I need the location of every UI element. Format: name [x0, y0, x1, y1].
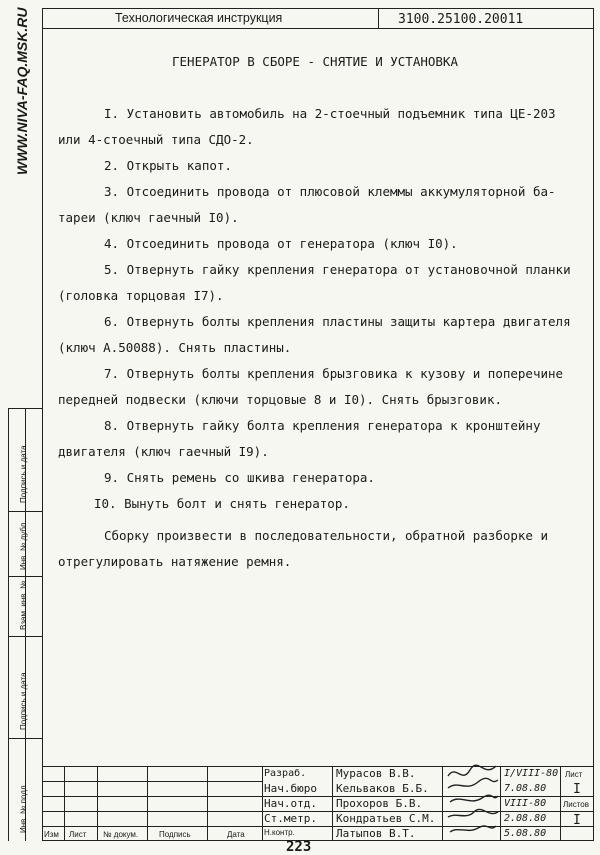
tb-col-date: Дата: [227, 830, 245, 839]
title-block: [42, 766, 594, 841]
tb-sheet-value: I: [573, 782, 581, 797]
tb-role-developer: Разраб.: [264, 768, 307, 779]
tb-rule: [42, 811, 594, 812]
tb-rule: [42, 781, 262, 782]
tb-col-doc-no: № докум.: [103, 830, 139, 839]
tb-name-2: Кельваков Б.Б.: [336, 782, 429, 795]
doc-type: Технологическая инструкция: [115, 11, 283, 25]
step-7-line-2: передней подвески (ключи торцовые 8 и I0). Снять брызговик.: [58, 392, 503, 407]
step-5-line-2: (головка торцовая I7).: [58, 288, 224, 303]
tb-name-3: Прохоров Б.В.: [336, 797, 423, 810]
tb-date-3: VIII-80: [504, 798, 547, 809]
tb-date-2: 7.08.80: [504, 783, 547, 794]
tb-name-5: Латыпов В.Т.: [336, 827, 416, 840]
tb-col-signature: Подпись: [159, 830, 191, 839]
step-10-line-1: I0. Вынуть болт и снять генератор.: [94, 496, 350, 511]
tb-rule: [97, 766, 98, 841]
tb-rule: [262, 766, 263, 841]
tb-name-1: Мурасов В.В.: [336, 767, 416, 780]
tb-name-4: Кондратьев С.М.: [336, 812, 436, 825]
step-7-line-1: 7. Отвернуть болты крепления брызговика к кузову и поперечине: [104, 366, 564, 381]
tb-sheets-value: I: [573, 813, 581, 828]
header-divider: [42, 28, 594, 29]
tb-rule: [500, 766, 501, 841]
tb-role-dept-head: Нач.отд.: [264, 797, 317, 810]
step-9-line-1: 9. Снять ремень со шкива генератора.: [104, 470, 375, 485]
step-8-line-2: двигателя (ключ гаечный I9).: [58, 444, 269, 459]
step-8-line-1: 8. Отвернуть гайку болта крепления генератора к кронштейну: [104, 418, 541, 433]
tb-rule: [64, 766, 65, 841]
step-2-line-1: 2. Открыть капот.: [104, 158, 232, 173]
signatures-handwritten: [444, 762, 500, 840]
step-3-line-1: 3. Отсоединить провода от плюсовой клеммы аккумуляторной ба-: [104, 184, 556, 199]
doc-code: 3100.25100.20011: [398, 12, 524, 27]
final-note-line-2: отрегулировать натяжение ремня.: [58, 554, 292, 569]
side-stamp-column: [8, 408, 42, 841]
page-number: 223: [286, 839, 312, 855]
tb-date-1: I/VIII-80: [504, 768, 559, 779]
side-label-dup-inv: Инв. № дубл.: [19, 520, 28, 570]
step-1-line-2: или 4-стоечный типа СДО-2.: [58, 132, 254, 147]
tb-rule: [332, 766, 333, 841]
side-label-sign-date-2: Подпись и дата: [19, 672, 28, 730]
step-5-line-1: 5. Отвернуть гайку крепления генератора от установочной планки: [104, 262, 571, 277]
tb-role-norm-control: Н.контр.: [264, 828, 295, 837]
tb-rule: [42, 796, 594, 797]
side-label-repl-inv: Взам. инв. №: [19, 580, 28, 630]
tb-role-metrologist: Ст.метр.: [264, 812, 317, 825]
final-note-line-1: Сборку произвести в последовательности, обратной разборке и: [104, 528, 549, 543]
tb-rule: [42, 826, 594, 827]
step-6-line-2: (ключ А.50088). Снять пластины.: [58, 340, 292, 355]
watermark: WWW.NIVA-FAQ.MSK.RU: [14, 7, 30, 175]
step-4-line-1: 4. Отсоединить провода от генератора (ключ I0).: [104, 236, 458, 251]
tb-rule: [560, 766, 561, 841]
tb-date-4: 2.08.80: [504, 813, 547, 824]
tb-col-rev: Изм: [44, 830, 59, 839]
side-label-orig-inv: Инв. № подл.: [19, 783, 28, 833]
final-note: [58, 523, 578, 575]
side-label-sign-date-1: Подпись и дата: [19, 445, 28, 503]
header-separator: [378, 8, 379, 28]
tb-col-sheet: Лист: [69, 830, 87, 839]
tb-date-5: 5.08.80: [504, 828, 547, 839]
side-rule: [8, 408, 9, 841]
tb-rule: [42, 766, 594, 767]
tb-role-bureau-head: Нач.бюро: [264, 782, 317, 795]
steps-list: [58, 101, 578, 517]
tb-rule: [147, 766, 148, 841]
step-6-line-1: 6. Отвернуть болты крепления пластины защиты картера двигателя: [104, 314, 571, 329]
step-3-line-2: тареи (ключ гаечный I0).: [58, 210, 239, 225]
page-title: ГЕНЕРАТОР В СБОРЕ - СНЯТИЕ И УСТАНОВКА: [172, 54, 458, 69]
tb-sheets-label: Листов: [563, 800, 589, 809]
tb-rule: [207, 766, 208, 841]
tb-sheet-label: Лист: [565, 770, 583, 779]
step-1-line-1: I. Установить автомобиль на 2-стоечный подъемник типа ЦЕ-203: [104, 106, 556, 121]
tb-rule: [442, 766, 443, 841]
